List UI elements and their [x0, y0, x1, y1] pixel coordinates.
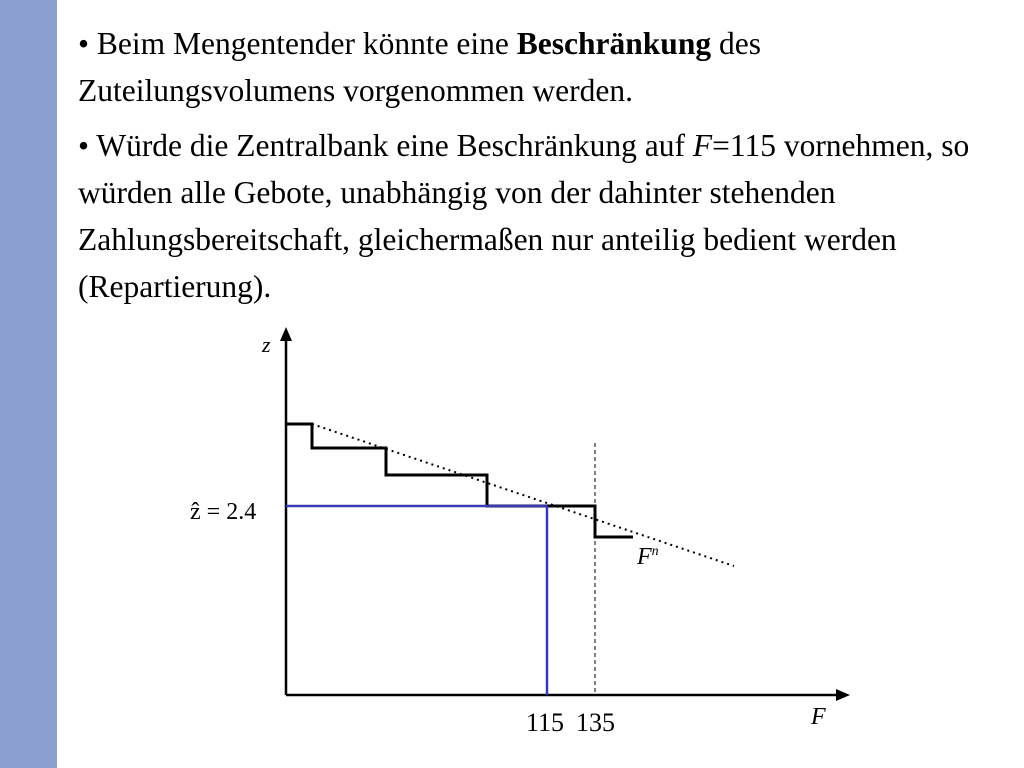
- bullet-marker: •: [78, 128, 90, 163]
- bullet-2-variable: F: [692, 128, 713, 163]
- tick-label-135: 135: [576, 708, 615, 737]
- demand-dotted-line: [312, 424, 734, 566]
- tick-label-115: 115: [526, 708, 565, 737]
- curve-label-superscript: n: [651, 544, 659, 559]
- bullet-1-text-start: Beim Mengentender könnte eine: [89, 26, 517, 61]
- curve-label-main: F: [637, 544, 652, 570]
- bullet-2-text-end: =115 vornehmen, so würden alle Gebote, unabhängig von der dahinter stehenden Zahlungsbereitschaft, gleichermaßen nur anteilig bedient werden (Repartierung).: [78, 128, 970, 304]
- bullet-marker: •: [78, 26, 90, 61]
- bid-step-function: [286, 424, 633, 537]
- y-axis-arrow-icon: [280, 327, 292, 341]
- bullet-2-text-start: Würde die Zentralbank eine Beschränkung auf: [89, 128, 693, 163]
- y-axis-label: z: [262, 332, 271, 357]
- x-axis-arrow-icon: [836, 689, 850, 701]
- bullet-1-text-end: des Zuteilungsvolumens vorgenommen werden.: [78, 26, 761, 108]
- bullet-1-emphasis: Beschränkung: [516, 26, 712, 61]
- curve-label: [636, 544, 659, 570]
- z-hat-label: ẑ = 2.4: [190, 499, 257, 525]
- x-axis-label: F: [811, 704, 826, 730]
